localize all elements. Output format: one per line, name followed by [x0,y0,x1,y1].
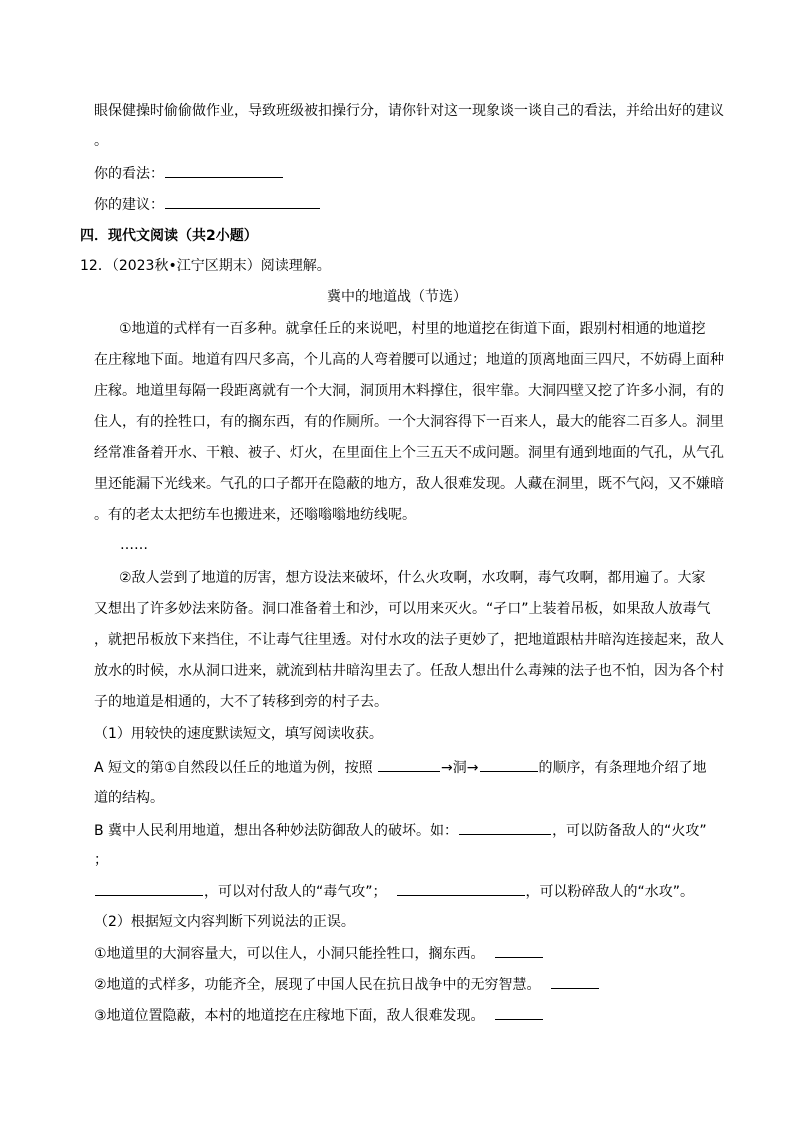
ellipsis: …… [120,537,148,553]
passage-p1-line: 在庄稼地下面。地道有四尺多高，个儿高的人弯着腰可以通过；地道的顶离地面三四尺，不妨碍上面种 [94,352,724,368]
answer-blank-tf3[interactable] [495,1005,543,1020]
passage-p1-line: 住人，有的拴牲口，有的搁东西，有的作厕所。一个大洞容得下一百来人，最大的能容二百多人。洞里 [94,414,724,430]
opinion-row [94,163,284,184]
answer-blank-tf1[interactable] [495,943,543,958]
opinion-blank[interactable] [165,163,283,178]
question-a-mid: →洞→ [441,760,479,776]
true-false-text-3: ③地道位置隐蔽，本村的地道挖在庄稼地下面，敌人很难发现。 [94,1008,485,1024]
question-b-post2: ，可以对付敌人的“毒气攻”； [204,884,387,900]
question-b-row-2 [94,881,694,902]
question-b-semicolon: ； [94,852,108,868]
passage-p1-line: ①地道的式样有一百多种。就拿任丘的来说吧，村里的地道挖在街道下面，跟别村相通的地道挖 [119,321,706,337]
true-false-text-1: ①地道里的大洞容量大，可以住人，小洞只能拴牲口，搁东西。 [94,946,485,962]
true-false-item-3 [94,1005,544,1026]
suggestion-blank[interactable] [165,194,320,209]
passage-p1-line: 庄稼。地道里每隔一段距离就有一个大洞，洞顶用木料撑住，很牢靠。大洞四壁又挖了许多小洞，有的 [94,383,724,399]
question-a-line2: 道的结构。 [94,790,164,806]
answer-blank-b1[interactable] [459,820,551,835]
true-false-text-2: ②地道的式样多，功能齐全，展现了中国人民在抗日战争中的无穷智慧。 [94,977,541,993]
prompt-line-2: 。 [94,133,108,149]
passage-p2-line: 又想出了许多妙法来防备。洞口准备着土和沙，可以用来灭火。“孑口”上装着吊板，如果敌人放毒气 [94,601,711,617]
answer-blank-b2[interactable] [95,881,203,896]
answer-blank-tf2[interactable] [551,974,599,989]
question-intro: 12．（2023秋•江宁区期末）阅读理解。 [80,258,331,274]
answer-blank-a2[interactable] [480,757,538,772]
passage-p1-line: 经常准备着开水、干粮、被子、灯火，在里面住上个三五天不成问题。洞里有通到地面的气孔，从气孔 [94,445,724,461]
passage-p2-line: 子的地道是相通的，大不了转移到旁的村子去。 [94,694,388,710]
answer-blank-b3[interactable] [397,881,525,896]
passage-title: 冀中的地道战（节选） [327,289,467,305]
question-2-stem: （2）根据短文内容判断下列说法的正误。 [94,914,355,930]
true-false-item-2 [94,974,600,995]
passage-p2-line: ，就把吊板放下来挡住，不让毒气往里透。对付水攻的法子更妙了，把地道跟枯井暗沟连接起来，敌人 [94,632,724,648]
question-a-row [94,757,707,778]
passage-p1-line: 里还能漏下光线来。气孔的口子都开在隐蔽的地方，敌人很难发现。人藏在洞里，既不气闷，又不嫌暗 [94,476,724,492]
answer-blank-a1[interactable] [378,757,440,772]
passage-p1-line: 。有的老太太把纺车也搬进来，还嗡嗡嗡地纺线呢。 [94,507,416,523]
passage-p2-line: 放水的时候，水从洞口进来，就流到枯井暗沟里去了。任敌人想出什么毒辣的法子也不怕，因为各个村 [94,663,724,679]
suggestion-row [94,194,321,215]
question-a-post: 的顺序，有条理地介绍了地 [538,760,707,776]
opinion-label: 你的看法： [94,166,164,182]
question-b-post3: ，可以粉碎敌人的“水攻”。 [525,884,695,900]
prompt-line-1: 眼保健操时偷偷做作业，导致班级被扣操行分，请你针对这一现象谈一谈自己的看法，并给出好的建议 [94,103,724,119]
section-heading: 四．现代文阅读（共2小题） [80,228,258,244]
question-b-post1: ，可以防备敌人的“火攻” [552,823,707,839]
question-a-text: A 短文的第①自然段以任丘的地道为例，按照 [94,760,373,776]
question-b-row [94,820,707,841]
passage-p2-line: ②敌人尝到了地道的厉害，想方设法来破坏，什么火攻啊，水攻啊，毒气攻啊，都用遍了。大家 [119,570,706,586]
true-false-item-1 [94,943,544,964]
suggestion-label: 你的建议： [94,197,164,213]
question-b-text: B 冀中人民利用地道，想出各种妙法防御敌人的破坏。如： [94,823,459,839]
question-1-stem: （1）用较快的速度默读短文，填写阅读收获。 [94,726,383,742]
